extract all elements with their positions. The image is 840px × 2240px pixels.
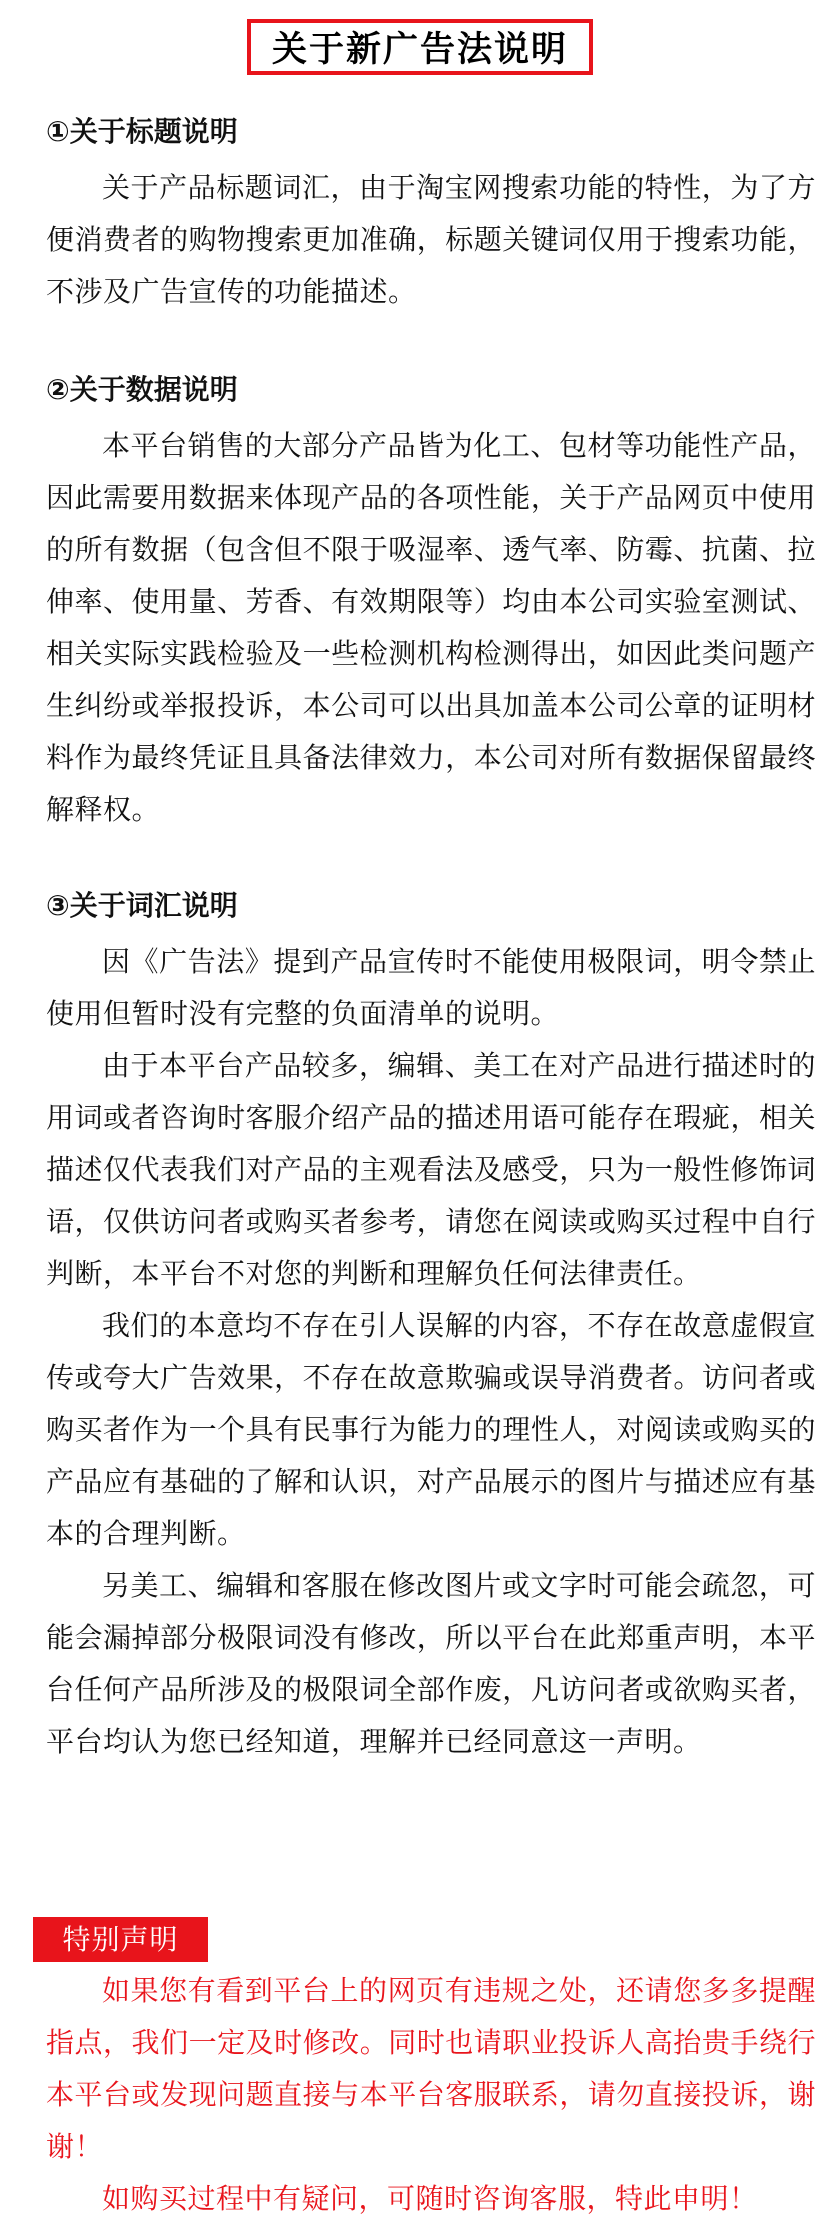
section-data-explanation [46,368,816,836]
section-title-explanation [46,110,816,318]
special-notice-paragraph: 如果您有看到平台上的网页有违规之处，还请您多多提醒指点，我们一定及时修改。同时也请职业投诉人高抬贵手绕行本平台或发现问题直接与本平台客服联系，请勿直接投诉，谢谢！ [46,1974,816,2163]
section-paragraph: 我们的本意均不存在引人误解的内容，不存在故意虚假宣传或夸大广告效果，不存在故意欺骗或误导消费者。访问者或购买者作为一个具有民事行为能力的理性人，对阅读或购买的产品应有基础的了解和认识，对产品展示的图片与描述应有基本的合理判断。 [46,1309,816,1550]
section-paragraph: 关于产品标题词汇，由于淘宝网搜索功能的特性，为了方便消费者的购物搜索更加准确，标题关键词仅用于搜索功能，不涉及广告宣传的功能描述。 [46,171,816,308]
section-paragraph: 另美工、编辑和客服在修改图片或文字时可能会疏忽，可能会漏掉部分极限词没有修改，所以平台在此郑重声明，本平台任何产品所涉及的极限词全部作废，凡访问者或欲购买者，平台均认为您已经知道，理解并已经同意这一声明。 [46,1569,816,1758]
section-paragraph: 本平台销售的大部分产品皆为化工、包材等功能性产品，因此需要用数据来体现产品的各项性能，关于产品网页中使用的所有数据（包含但不限于吸湿率、透气率、防霉、抗菌、拉伸率、使用量、芳香、有效期限等）均由本公司实验室测试、相关实际实践检验及一些检测机构检测得出，如因此类问题产生纠纷或举报投诉，本公司可以出具加盖本公司公章的证明材料作为最终凭证且具备法律效力，本公司对所有数据保留最终解释权。 [46,429,816,826]
special-notice-section [46,1965,816,2225]
section-heading: ①关于标题说明 [46,115,238,148]
section-heading: ③关于词汇说明 [46,889,238,922]
section-heading: ②关于数据说明 [46,373,238,406]
page-title: 关于新广告法说明 [271,30,568,70]
special-notice-paragraph: 如购买过程中有疑问，可随时咨询客服，特此申明！ [102,2182,758,2215]
section-paragraph: 因《广告法》提到产品宣传时不能使用极限词，明令禁止使用但暂时没有完整的负面清单的说明。 [46,945,816,1030]
section-vocabulary-explanation [46,884,816,1768]
title-box [247,19,593,75]
special-notice-badge: 特别声明 [33,1917,208,1962]
section-paragraph: 由于本平台产品较多，编辑、美工在对产品进行描述时的用词或者咨询时客服介绍产品的描述用语可能存在瑕疵，相关描述仅代表我们对产品的主观看法及感受，只为一般性修饰词语，仅供访问者或购买者参考，请您在阅读或购买过程中自行判断，本平台不对您的判断和理解负任何法律责任。 [46,1049,816,1290]
